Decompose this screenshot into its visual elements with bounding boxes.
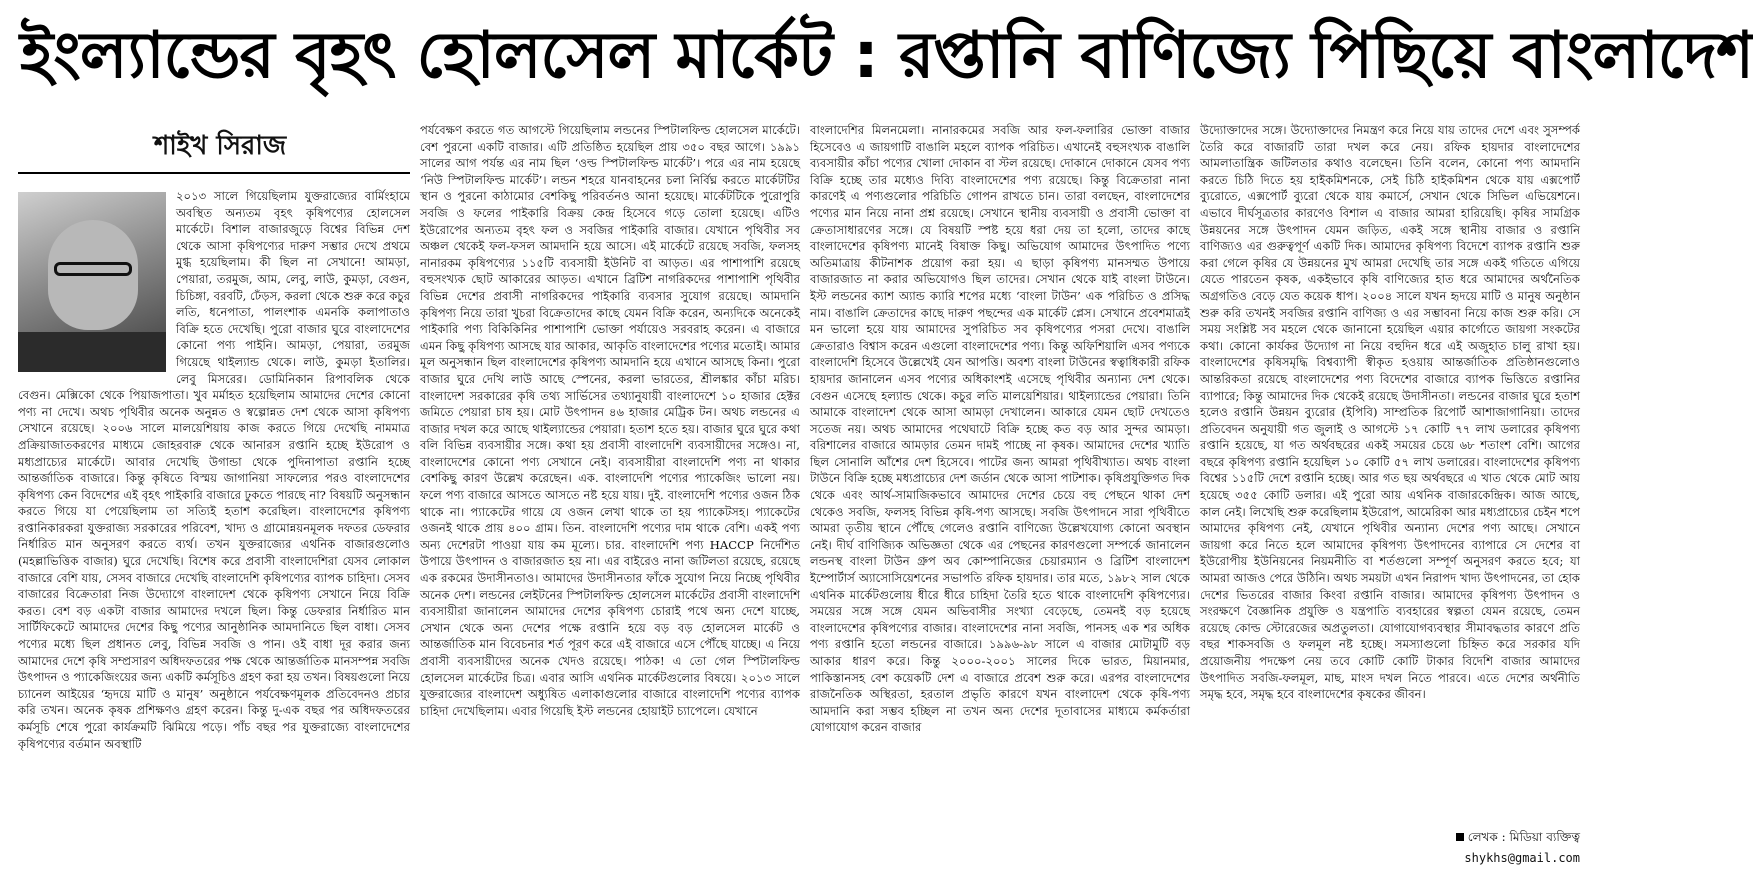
author-photo xyxy=(18,192,166,372)
signoff-text: লেখক : মিডিয়া ব্যক্তিত্ব xyxy=(1467,830,1580,844)
column-1-text: ২০১৩ সালে গিয়েছিলাম যুক্তরাজ্যের বার্মিংহামে অবস্থিত অন্যতম বৃহৎ কৃষিপণ্যের হোলসেল মার্কেটে। বিশাল বাজারজুড়ে বিশ্বের বিভিন্ন দেশ থেকে আসা কৃষিপণ্যের দারুণ সম্ভার দেখে প্রথমে মুগ্ধ হয়েছিলাম। কী ছিল না সেখানে! আমড়া, পেয়ারা, তরমুজ, আম, লেবু, লাউ, কুমড়া, বেগুন, চিচিঙ্গা, বরবটি, ঢেঁড়স, করলা থেকে শুরু করে কচুর লতি, ধনেপাতা, পালংশাক এমনকি কলাপাতাও বিক্রি হতে দেখেছি। পুরো বাজার ঘুরে বাংলাদেশের কোনো পণ্য পাইনি। আমড়া, পেয়ারা, তরমুজ গিয়েছে থাইল্যান্ড থেকে। লাউ, কুমড়া ইতালির। লেবু মিসরের। ডোমিনিকান রিপাবলিক থেকে বেগুন। মেক্সিকো থেকে পিয়াজপাতা। খুব মর্মাহত হয়েছিলাম আমাদের দেশের কোনো পণ্য না দেখে। অথচ পৃথিবীর অনেক অনুন্নত ও স্বল্পোন্নত দেশ থেকে আসা কৃষিপণ্য সেখানে রয়েছে। ২০০৬ সালে মালয়েশিয়ায় কাজ করতে গিয়ে দেখেছি নামমাত্র প্রক্রিয়াজাতকরণের মাধ্যমে জোহরবারু থেকে আনারস রপ্তানি হচ্ছে ইউরোপ ও মধ্যপ্রাচ্যের মার্কেটে। আবার দেখেছি উগান্ডা থেকে পুদিনাপাতা রপ্তানি হচ্ছে আন্তর্জাতিক বাজারে। কিন্তু কৃষিতে বিস্ময় জাগানিয়া সাফল্যের পরও বাংলাদেশের কৃষিপণ্য কেন বিদেশের এই বৃহৎ পাইকারি বাজারে ঢুকতে পারছে না? বিষয়টি অনুসন্ধান করতে গিয়ে যা পেয়েছিলাম তা সত্যিই হতাশ করেছিল। বাংলাদেশের কৃষিপণ্য রপ্তানিকারকরা যুক্তরাজ্য সরকারের পরিবেশ, খাদ্য ও গ্রামোন্নয়নমূলক দফতর ডেফরার নির্ধারিত মান অনুসরণ করতে ব্যর্থ। তখন যুক্তরাজ্যের এথনিক বাজারগুলোও (মহল্লাভিত্তিক বাজার) ঘুরে দেখেছি। বিশেষ করে প্রবাসী বাংলাদেশিরা যেসব লোকাল বাজারে বেশি যায়, সেসব বাজারে দেখেছি বাংলাদেশি কৃষিপণ্যের ব্যাপক চাহিদা। সেসব বাজারের বিক্রেতারা নিজ উদ্যোগে বাংলাদেশ থেকে কৃষিপণ্য সেখানে নিয়ে বিক্রি করত। বেশ বড় একটা বাজার আমাদের দখলে ছিল। কিন্তু ডেফরার নির্ধারিত মান সার্টিফিকেটে আমাদের দেশের কিছু পণ্যের আনুষ্ঠানিক আমদানিতে ছিল বাধা। সেসব পণ্যের মধ্যে ছিল প্রধানত লেবু, বিভিন্ন সবজি ও পান। ওই বাধা দূর করার জন্য আমাদের দেশে কৃষি সম্প্রসারণ অধিদফতরের পক্ষ থেকে আন্তর্জাতিক মানসম্পন্ন সবজি উৎপাদন ও প্যাকেজিংয়ের জন্য একটি কর্মসূচিও গ্রহণ করা হয় তখন। বিষয়গুলো নিয়ে চ্যানেল আইয়ের ‘হৃদয়ে মাটি ও মানুষ’ অনুষ্ঠানে পর্যবেক্ষণমূলক প্রতিবেদনও প্রচার করি তখন। অনেক কৃষক প্রশিক্ষণও গ্রহণ করেন। কিন্তু দু-এক বছর পর অধিদফতরের কর্মসূচি শেষে পুরো কার্যক্রমটি ঝিমিয়ে পড়ে। পাঁচ বছর পর যুক্তরাজ্যে বাংলাদেশের কৃষিপণ্যের বর্তমান অবস্থাটি xyxy=(18,189,410,751)
article-column-2 xyxy=(420,122,800,864)
article-column-3 xyxy=(810,122,1190,864)
headline: ইংল্যান্ডের বৃহৎ হোলসেল মার্কেট : রপ্তানি বাণিজ্যে পিছিয়ে বাংলাদেশ xyxy=(20,19,1753,93)
article-column-4 xyxy=(1200,122,1580,826)
column-3-text: বাংলাদেশির মিলনমেলা। নানারকমের সবজি আর ফল-ফলারির ভোক্তা বাজার হিসেবেও এ জায়গাটি বাঙালি মহলে ব্যাপক পরিচিত। এখানেই বহুসংখ্যক বাঙালি ব্যবসায়ীর কাঁচা পণ্যের খোলা দোকান বা স্টল রয়েছে। দোকানে দোকানে যেসব পণ্য বিক্রি হচ্ছে তার মধ্যেও দিব্যি বাংলাদেশের পণ্য রয়েছে। কিন্তু বিক্রেতারা নানা কারণেই এ পণ্যগুলোর পরিচিতি গোপন রাখতে চান। তারা বলছেন, বাংলাদেশের পণ্যের মান নিয়ে নানা প্রশ্ন রয়েছে। সেখানে স্থানীয় ব্যবসায়ী ও প্রবাসী ভোক্তা বা ক্রেতাসাধারণের সঙ্গে। যে বিষয়টি স্পষ্ট হয়ে ধরা দেয় তা হলো, তাদের কাছে বাংলাদেশের কৃষিপণ্য মানেই বিষাক্ত কিছু। অভিযোগ আমাদের উৎপাদিত পণ্যে অতিমাত্রায় কীটনাশক প্রয়োগ করা হয়। এ ছাড়া কৃষিপণ্য মানসম্মত উপায়ে বাজারজাত না করার অভিযোগও ছিল তাদের। সেখান থেকে যাই বাংলা টাউনে। ইস্ট লন্ডনের ক্যাশ অ্যান্ড ক্যারি শপের মধ্যে ‘বাংলা টাউন’ এক পরিচিত ও প্রসিদ্ধ নাম। বাঙালি ক্রেতাদের কাছে দারুণ পছন্দের এক মার্কেট প্লেস। সেখানে প্রবেশমাত্রই মন ভালো হয়ে যায় আমাদের সুপরিচিত সব কৃষিপণ্যের পসরা দেখে। বাঙালি ক্রেতারাও বিশ্বাস করেন এগুলো বাংলাদেশের পণ্য। কিন্তু অফিশিয়ালি এসব পণ্যকে বাংলাদেশি হিসেবে উল্লেখেই যেন আপত্তি। অবশ্য বাংলা টাউনের স্বত্বাধিকারী রফিক হায়দার জানালেন এসব পণ্যের অধিকাংশই এসেছে পৃথিবীর অন্যান্য দেশ থেকে। বেগুন এসেছে হল্যান্ড থেকে। কচুর লতি মালয়েশিয়ার। থাইল্যান্ডের পেয়ারা। তিনি আমাকে বাংলাদেশ থেকে আসা আমড়া দেখালেন। আকারে যেমন ছোট দেখতেও সতেজ নয়। অথচ আমাদের পথেঘাটে বিক্রি হচ্ছে কত বড় আর সুন্দর আমড়া। বরিশালের বাজারে আমড়ার তেমন দামই পাচ্ছে না কৃষক। আমাদের দেশের খ্যাতি ছিল সোনালি আঁশের দেশ হিসেবে। পাটের জন্য আমরা পৃথিবীখ্যাত। অথচ বাংলা টাউনে বিক্রি হচ্ছে মধ্যপ্রাচ্যের দেশ জর্ডান থেকে আসা পাটশাক। কৃষিপ্রযুক্তিগত দিক থেকে এবং আর্থ-সামাজিকভাবে আমাদের দেশের চেয়ে বহু পেছনে থাকা দেশ থেকেও সবজি, ফলসহ বিভিন্ন কৃষি-পণ্য আসছে। সবজি উৎপাদনে সারা পৃথিবীতে আমরা তৃতীয় স্থানে পৌঁছে গেলেও রপ্তানি বাণিজ্যে উল্লেখযোগ্য কোনো অবস্থান নেই। দীর্ঘ বাণিজ্যিক অভিজ্ঞতা থেকে এর পেছনের কারণগুলো সম্পর্কে জানালেন লন্ডনস্থ বাংলা টাউন গ্রুপ অব কোম্পানিজের চেয়ারম্যান ও ব্রিটিশ বাংলাদেশ ইম্পোর্টার্স অ্যাসোসিয়েশনের সভাপতি রফিক হায়দার। তার মতে, ১৯৮২ সাল থেকে এথনিক মার্কেটগুলোয় ধীরে ধীরে চাহিদা তৈরি হতে থাকে বাংলাদেশি কৃষিপণ্যের। সময়ের সঙ্গে সঙ্গে যেমন অভিবাসীর সংখ্যা বেড়েছে, তেমনই বড় হয়েছে বাংলাদেশের কৃষিপণ্যের বাজার। বাংলাদেশের নানা সবজি, পানসহ এক শর অধিক পণ্য রপ্তানি হতো লন্ডনের বাজারে। ১৯৯৬-৯৮ সালে এ বাজার মোটামুটি বড় আকার ধারণ করে। কিন্তু ২০০০-২০০১ সালের দিকে ভারত, মিয়ানমার, পাকিস্তানসহ বেশ কয়েকটি দেশ এ বাজারে প্রবেশ শুরু করে। এরপর বাংলাদেশের রাজনৈতিক অস্থিরতা, হরতাল প্রভৃতি কারণে যখন বাংলাদেশ থেকে কৃষি-পণ্য আমদানি করা সম্ভব হচ্ছিল না তখন অন্য দেশের দূতাবাসের মাধ্যমে কর্মকর্তারা যোগাযোগ করেন বাজার xyxy=(810,123,1190,735)
column-2-text: পর্যবেক্ষণ করতে গত আগস্টে গিয়েছিলাম লন্ডনের স্পিটালফিল্ড হোলসেল মার্কেটে। বেশ পুরনো একটি বাজার। এটি প্রতিষ্ঠিত হয়েছিল প্রায় ৩৫০ বছর আগে। ১৯৯১ সালের আগ পর্যন্ত এর নাম ছিল ‘ওল্ড স্পিটালফিল্ড মার্কেট’। পরে এর নাম হয়েছে ‘নিউ স্পিটালফিল্ড মার্কেট’। লন্ডন শহরে যানবাহনের চলা নির্বিঘ্ন করতে মার্কেটটির স্থান ও পুরনো কাঠামোর বেশকিছু পরিবর্তনও আনা হয়েছে। মার্কেটটিকে পুরোপুরি সবজি ও ফলের পাইকারি বিক্রয় কেন্দ্র হিসেবে গড়ে তোলা হয়েছে। এটিও ইউরোপের অন্যতম বৃহৎ ফল ও সবজির পাইকারি বাজার। যেখানে পৃথিবীর সব অঞ্চল থেকেই ফল-ফসল আমদানি হয়ে আসে। এই মার্কেটে রয়েছে সবজি, ফলসহ নানারকম কৃষিপণ্যের ১১৫টি ব্যবসায়ী ইউনিট বা আড়ত। এর পাশাপাশি রয়েছে বহুসংখ্যক ছোট আকারের আড়ত। এখানে ব্রিটিশ নাগরিকদের পাশাপাশি পৃথিবীর বিভিন্ন দেশের প্রবাসী নাগরিকদের পাইকারি ব্যবসার সুযোগ রয়েছে। আমদানি কৃষিপণ্য নিয়ে তারা খুচরা বিক্রেতাদের কাছে যেমন বিক্রি করেন, অন্যদিকে অনেকেই পাইকারি পণ্য বিকিকিনির পাশাপাশি ভোক্তা পর্যায়েও সরবরাহ করেন। এ বাজারে এমন কিছু কৃষিপণ্য আসছে যার আকার, আকৃতি বাংলাদেশের পণ্যের মতোই। আমার মূল অনুসন্ধান ছিল বাংলাদেশের কৃষিপণ্য আমদানি হয়ে এখানে আসছে কিনা। পুরো বাজার ঘুরে দেখি লাউ আছে স্পেনের, করলা ভারতের, শ্রীলঙ্কার কাঁচা মরিচ। বাংলাদেশ সরকারের কৃষি তথ্য সার্ভিসের তথ্যানুযায়ী বাংলাদেশে ১০ হাজার হেক্টর জমিতে পেয়ারা চাষ হয়। মোট উৎপাদন ৪৬ হাজার মেট্রিক টন। অথচ লন্ডনের এ বাজার দখল করে আছে থাইল্যান্ডের পেয়ারা। হতাশ হতে হয়। বাজার ঘুরে ঘুরে কথা বলি বিভিন্ন ব্যবসায়ীর সঙ্গে। কথা হয় প্রবাসী বাংলাদেশি ব্যবসায়ীদের সঙ্গেও। না, বাংলাদেশের কোনো পণ্য সেখানে নেই। ব্যবসায়ীরা বাংলাদেশি পণ্য না থাকার বেশকিছু কারণ উল্লেখ করেছেন। এক. বাংলাদেশি পণ্যের প্যাকেজিং ভালো নয়। ফলে পণ্য বাজারে আসতে আসতে নষ্ট হয়ে যায়। দুই. বাংলাদেশি পণ্যের ওজন ঠিক থাকে না। প্যাকেটের গায়ে যে ওজন লেখা থাকে তা হয় প্যাকেটসহ। প্যাকেটের ওজনই থাকে প্রায় ৪০০ গ্রাম। তিন. বাংলাদেশি পণ্যের দাম থাকে বেশি। একই পণ্য অন্য দেশেরটা পাওয়া যায় কম মূল্যে। চার. বাংলাদেশি পণ্য HACCP নির্দেশিত উপায়ে উৎপাদন ও বাজারজাত হয় না। এর বাইরেও নানা জটিলতা রয়েছে, রয়েছে এক রকমের উদাসীনতাও। আমাদের উদাসীনতার ফাঁকে সুযোগ নিয়ে নিচ্ছে পৃথিবীর অনেক দেশ। লন্ডনের লেইটনের স্পিটালফিল্ড হোলসেল মার্কেটের প্রবাসী বাংলাদেশি ব্যবসায়ীরা জানালেন আমাদের দেশের কৃষিপণ্য চোরাই পথে অন্য দেশে যাচ্ছে, সেখান থেকে অন্য দেশের পক্ষে রপ্তানি হয়ে বড় বড় হোলসেল মার্কেট ও আন্তর্জাতিক মান বিবেচনার শর্ত পূরণ করে এই বাজারে এসে পৌঁছে যাচ্ছে। এ নিয়ে প্রবাসী ব্যবসায়ীদের অনেক খেদও রয়েছে। পাঠক! এ তো গেল স্পিটালফিল্ড হোলসেল মার্কেটের চিত্র। এবার আসি এথনিক মার্কেটগুলোর বিষয়ে। ২০১৩ সালে যুক্তরাজ্যের বাংলাদেশ অধ্যুষিত এলাকাগুলোর বাজারে বাংলাদেশি পণ্যের ব্যাপক চাহিদা দেখেছিলাম। এবার গিয়েছি ইস্ট লন্ডনের হোয়াইট চ্যাপেলে। যেখানে xyxy=(420,123,800,718)
square-bullet-icon xyxy=(1456,833,1464,841)
column-4-text: উদ্যোক্তাদের সঙ্গে। উদ্যোক্তাদের নিমন্ত্রণ করে নিয়ে যায় তাদের দেশে এবং সুসম্পর্ক তৈরি করে বাজারটি তারা দখল করে নেয়। রফিক হায়দার বাংলাদেশের আমলাতান্ত্রিক জটিলতার কথাও বলেছেন। তিনি বলেন, কোনো পণ্য আমদানি করতে চিঠি দিতে হয় হাইকমিশনকে, সেই চিঠি হাইকমিশন থেকে যায় এক্সপোর্ট ব্যুরোতে, এক্সপোর্ট ব্যুরো থেকে যায় কমার্সে, সেখান থেকে সিভিল এভিয়েশনে। এভাবে দীর্ঘসূত্রতার কারণেও বিশাল এ বাজার আমরা হারিয়েছি। কৃষির সামগ্রিক উন্নয়নের সঙ্গে উৎপাদন যেমন জড়িত, একই সঙ্গে স্থানীয় বাজার ও রপ্তানি বাণিজ্যও এর গুরুত্বপূর্ণ একটি দিক। আমাদের কৃষিপণ্য বিদেশে ব্যাপক রপ্তানি শুরু করা গেলে কৃষির যে উন্নয়নের মুখ আমরা দেখেছি তার সঙ্গে একই গতিতে এগিয়ে যেতে পারতেন কৃষক, একইভাবে কৃষি বাণিজ্যের হাত ধরে আমাদের অর্থনৈতিক অগ্রগতিও বেড়ে যেত কয়েক ধাপ। ২০০৪ সালে যখন হৃদয়ে মাটি ও মানুষ অনুষ্ঠান শুরু করি তখনই সবজির রপ্তানি বাণিজ্য ও এর সম্ভাবনা নিয়ে কাজ শুরু করি। সে সময় সংশ্লিষ্ট সব মহলে থেকে জানানো হয়েছিল এয়ার কার্গোতে জায়গা সংকটের কথা। কোনো কার্যকর উদ্যোগ না নিয়ে বহুদিন ধরে এই অজুহাত চালু রাখা হয়। বাংলাদেশের কৃষিসমৃদ্ধি বিশ্বব্যাপী স্বীকৃত হওয়ায় আন্তর্জাতিক প্রতিষ্ঠানগুলোও আন্তরিকতা রয়েছে বাংলাদেশের পণ্য বিদেশের বাজারে ব্যাপক ভিত্তিতে রপ্তানির ব্যাপারে; কিন্তু আমাদের দিক থেকেই রয়েছে উদাসীনতা। লন্ডনের বাজার ঘুরে হতাশ হলেও রপ্তানি উন্নয়ন ব্যুরোর (ইপিবি) সাম্প্রতিক রিপোর্ট আশাজাগানিয়া। তাদের প্রতিবেদন অনুযায়ী গত জুলাই ও আগস্টে ১৭ কোটি ৭৭ লাখ ডলারের কৃষিপণ্য রপ্তানি হয়েছে, যা গত অর্থবছরের একই সময়ের চেয়ে ৬৮ শতাংশ বেশি। আগের বছরে কৃষিপণ্য রপ্তানি হয়েছিল ১০ কোটি ৫৭ লাখ ডলারের। বাংলাদেশের কৃষিপণ্য বিশ্বের ১১৫টি দেশে রপ্তানি হচ্ছে। আর গত ছয় অর্থবছরে এ খাত থেকে মোট আয় হয়েছে ৩৫৫ কোটি ডলার। এই পুরো আয় এথনিক বাজারকেন্দ্রিক। আজ আছে, কাল নেই। লিখেছি শুরু করেছিলাম ইউরোপ, আমেরিকা আর মধ্যপ্রাচ্যের চেইন শপে আমাদের কৃষিপণ্য নেই, যেখানে পৃথিবীর অন্যান্য দেশের পণ্য আছে। সেখানে জায়গা করে নিতে হলে আমাদের কৃষিপণ্য উৎপাদনের ব্যাপারে সে দেশের বা ইউরোপীয় ইউনিয়নের নিয়মনীতি বা শর্তগুলো সম্পূর্ণ অনুসরণ করতে হবে; যা আমরা আজও পেরে উঠিনি। অথচ সময়টা এখন নিরাপদ খাদ্য উৎপাদনের, তা হোক দেশের ভিতরের বাজার কিংবা রপ্তানি বাজার। আমাদের কৃষিপণ্য উৎপাদন ও সংরক্ষণে বৈজ্ঞানিক প্রযুক্তি ও যন্ত্রপাতি ব্যবহারের স্বল্পতা যেমন রয়েছে, তেমন রয়েছে কোল্ড স্টোরেজের অপ্রতুলতা। যোগাযোগব্যবস্থার সীমাবদ্ধতার কারণে প্রতি বছর শাকসবজি ও ফলমূল নষ্ট হচ্ছে। সমস্যাগুলো চিহ্নিত করে সরকার যদি প্রয়োজনীয় পদক্ষেপ নেয় তবে কোটি কোটি টাকার বিদেশি বাজার আমাদের উৎপাদিত সবজি-ফলমূল, মাছ, মাংস দখল নিতে পারবে। এতে দেশের অর্থনীতি সমৃদ্ধ হবে, সমৃদ্ধ হবে বাংলাদেশের কৃষকের জীবন। xyxy=(1200,123,1580,702)
byline-divider xyxy=(18,172,410,174)
author-byline: শাইখ সিরাজ xyxy=(153,131,287,161)
author-signoff xyxy=(1230,828,1580,846)
article-column-1 xyxy=(18,188,410,864)
author-email: shykhs@gmail.com xyxy=(1464,851,1580,865)
